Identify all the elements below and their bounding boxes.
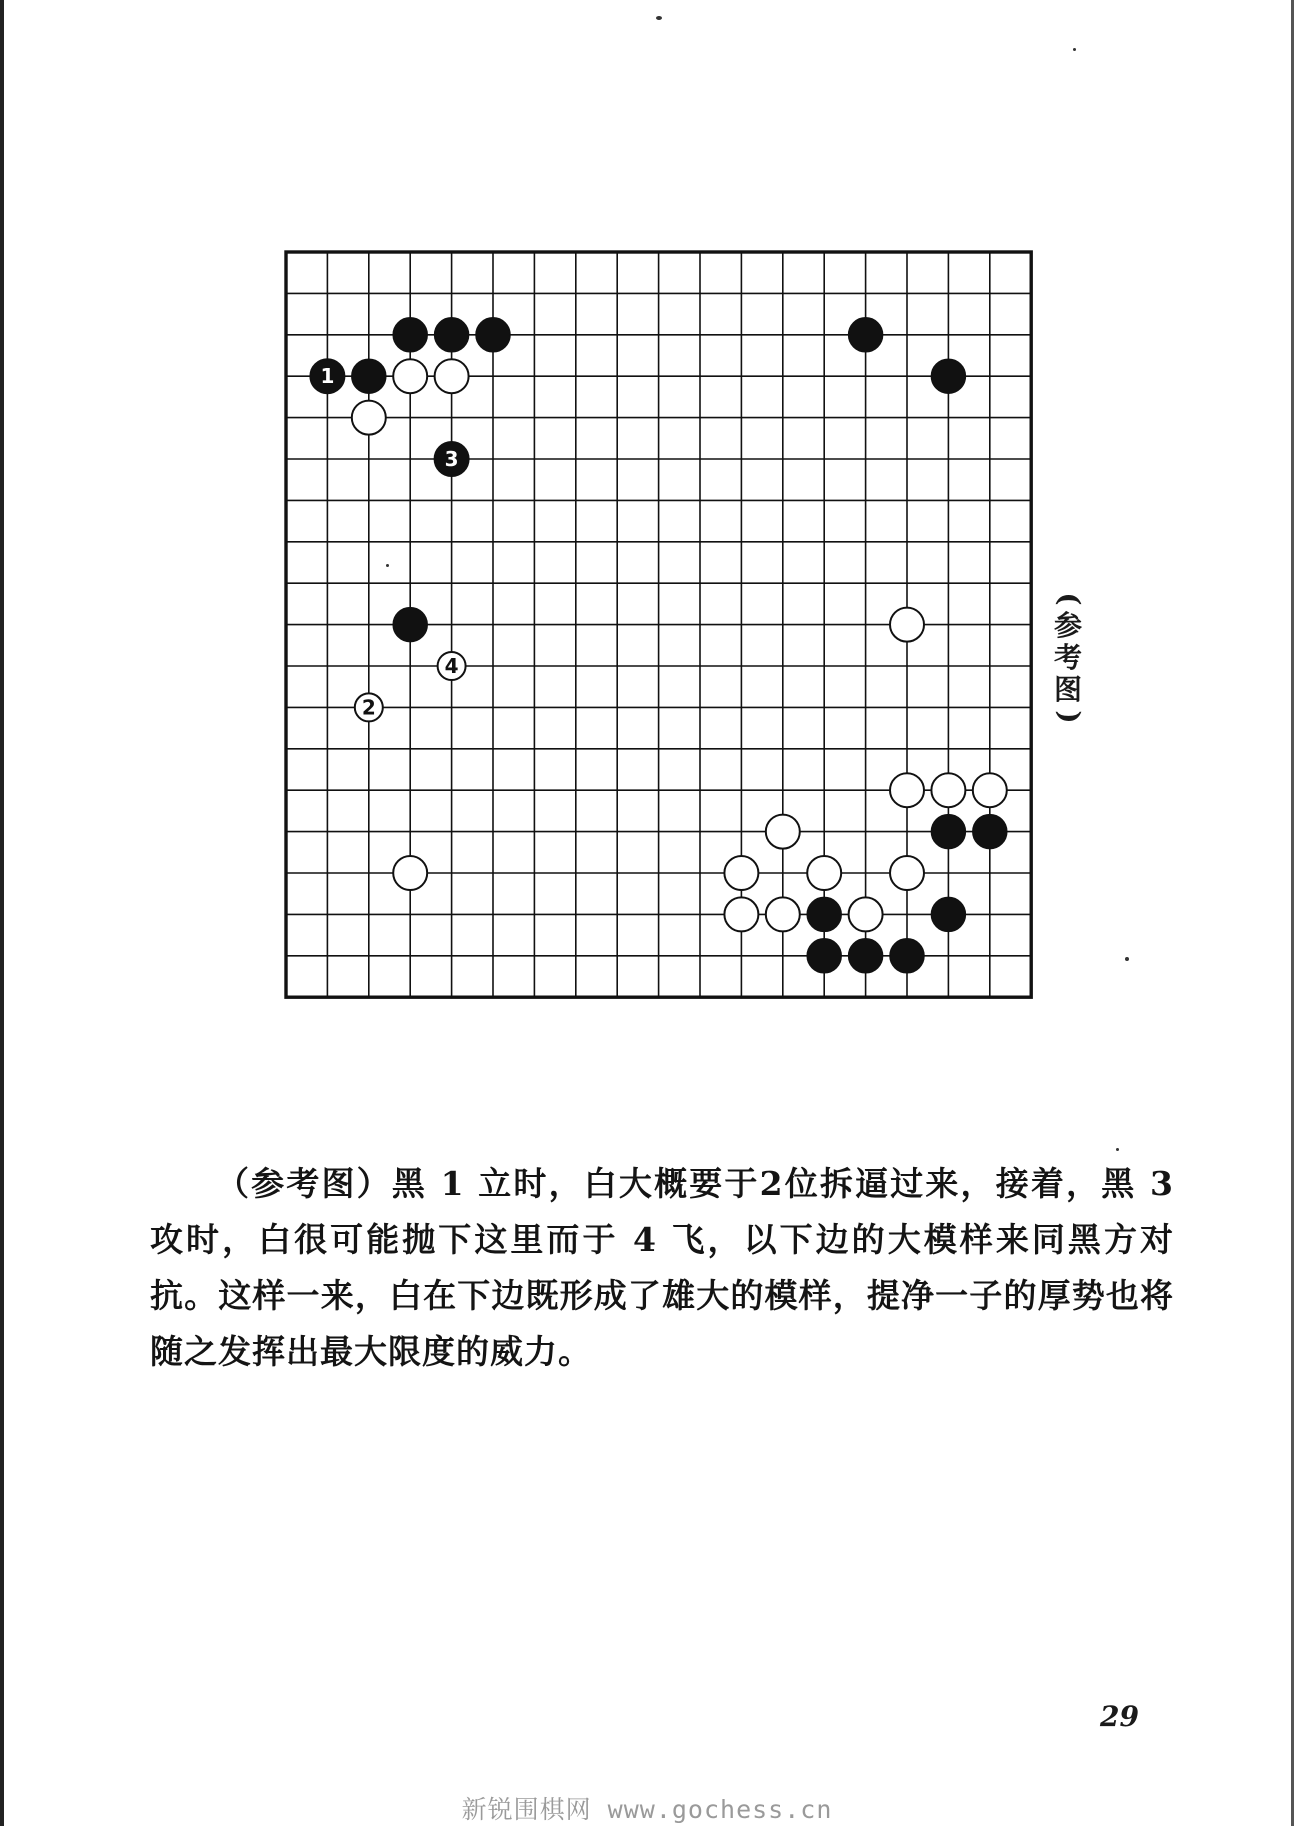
scan-speck [1116,1148,1119,1151]
stone-number: 3 [444,447,459,471]
white-stone [849,897,883,931]
black-stone [393,318,427,352]
black-stone [931,815,965,849]
white-stone [973,773,1007,807]
caption-open-paren: ( [1053,592,1086,606]
black-stone [849,939,883,973]
white-stone [766,897,800,931]
black-stone [807,897,841,931]
white-stone [724,897,758,931]
scan-speck [1125,957,1129,961]
black-stone [973,815,1007,849]
white-stone [766,815,800,849]
watermark-text: 新锐围棋网 www.gochess.cn [461,1795,833,1824]
caption-char: 考 [1053,641,1082,674]
figure-caption [1048,588,1088,728]
white-stone [890,608,924,642]
page-number: 29 [1100,1700,1139,1733]
body-text [150,1156,1174,1380]
paragraph: （参考图）黑 1 立时，白大概要于2位拆逼过来，接着，黑 3 攻时，白很可能抛下这里而于 4 飞，以下边的大模样来同黑方对抗。这样一来，白在下边既形成了雄大的模样，提净一子的厚势也将随之发挥出最大限度的威力。 [150,1164,1174,1371]
go-board-diagram [270,240,1060,1000]
white-stone [393,856,427,890]
scan-speck [1073,48,1076,51]
caption-char: 参 [1053,609,1082,642]
page-left-edge [0,0,4,1826]
black-stone [931,359,965,393]
white-stone [890,856,924,890]
black-stone [849,318,883,352]
stone-number: 2 [361,695,376,720]
black-stone [393,608,427,642]
stone-number: 4 [444,654,459,678]
black-stone [931,897,965,931]
black-stone [890,939,924,973]
white-stone [435,359,469,393]
white-stone [931,773,965,807]
white-stone [352,401,386,435]
caption-close-paren: ) [1053,710,1086,724]
black-stone [435,318,469,352]
stone-number: 1 [320,364,335,389]
scan-speck [656,16,662,20]
caption-text [1048,610,1088,706]
white-stone [807,856,841,890]
black-stone [476,318,510,352]
white-stone [890,773,924,807]
black-stone [807,939,841,973]
white-stone [724,856,758,890]
white-stone [393,359,427,393]
black-stone [352,359,386,393]
caption-char: 图 [1053,673,1082,706]
